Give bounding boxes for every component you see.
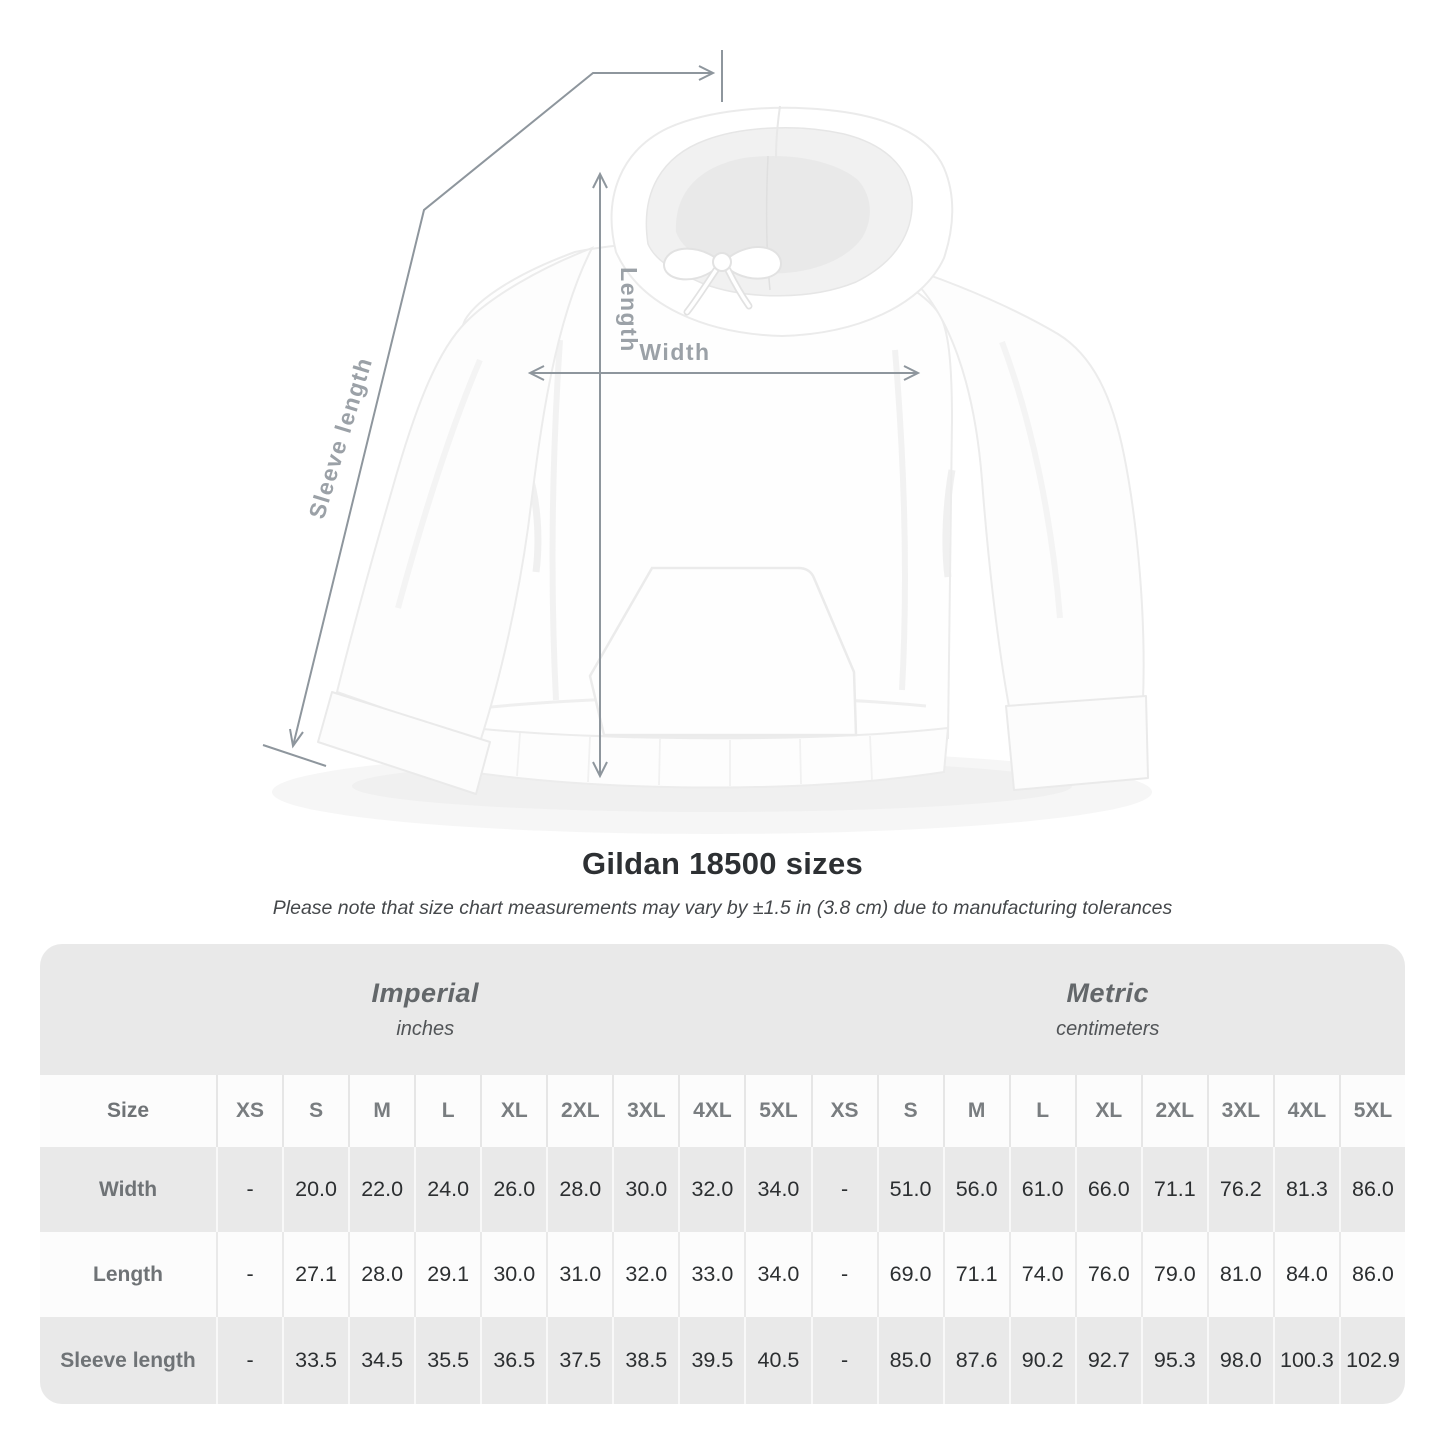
value-cell-imperial: 22.0: [348, 1147, 414, 1232]
value-cell-imperial: -: [216, 1317, 282, 1404]
value-cell-imperial: 33.0: [678, 1232, 744, 1317]
value-cell-imperial: 24.0: [414, 1147, 480, 1232]
value-cell-metric: 56.0: [943, 1147, 1009, 1232]
size-column-header-metric-l: L: [1009, 1075, 1075, 1147]
width-label: Width: [639, 339, 711, 365]
value-cell-imperial: 39.5: [678, 1317, 744, 1404]
value-cell-imperial: 35.5: [414, 1317, 480, 1404]
value-cell-imperial: 32.0: [678, 1147, 744, 1232]
value-cell-metric: 98.0: [1207, 1317, 1273, 1404]
value-cell-metric: 85.0: [877, 1317, 943, 1404]
value-cell-imperial: 38.5: [612, 1317, 678, 1404]
value-cell-metric: 86.0: [1339, 1232, 1405, 1317]
value-cell-metric: 79.0: [1141, 1232, 1207, 1317]
imperial-title: Imperial: [371, 978, 480, 1008]
value-cell-imperial: 34.5: [348, 1317, 414, 1404]
value-cell-imperial: 28.0: [348, 1232, 414, 1317]
size-table: [40, 944, 1405, 1404]
value-cell-metric: 76.2: [1207, 1147, 1273, 1232]
metric-title: Metric: [1066, 978, 1150, 1008]
size-column-header-metric-m: M: [943, 1075, 1009, 1147]
length-label: Length: [616, 267, 642, 353]
size-column-header-imperial-xl: XL: [480, 1075, 546, 1147]
value-cell-metric: 81.3: [1273, 1147, 1339, 1232]
value-cell-imperial: 36.5: [480, 1317, 546, 1404]
size-column-header-metric-s: S: [877, 1075, 943, 1147]
value-cell-imperial: 32.0: [612, 1232, 678, 1317]
imperial-section-header: [40, 944, 811, 1075]
hoodie-right-cuff: [1006, 696, 1148, 790]
size-corner-header: Size: [40, 1075, 216, 1147]
sleeve-length-label: Sleeve length: [303, 353, 378, 522]
value-cell-imperial: -: [216, 1147, 282, 1232]
size-column-header-metric-4xl: 4XL: [1273, 1075, 1339, 1147]
row-label: Sleeve length: [40, 1317, 216, 1404]
value-cell-metric: -: [811, 1147, 877, 1232]
metric-unit: centimeters: [1056, 1018, 1160, 1040]
size-column-header-metric-xl: XL: [1075, 1075, 1141, 1147]
value-cell-imperial: 26.0: [480, 1147, 546, 1232]
value-cell-imperial: 34.0: [744, 1232, 810, 1317]
value-cell-metric: 71.1: [943, 1232, 1009, 1317]
value-cell-metric: 84.0: [1273, 1232, 1339, 1317]
value-cell-metric: -: [811, 1232, 877, 1317]
size-column-header-metric-2xl: 2XL: [1141, 1075, 1207, 1147]
value-cell-imperial: 31.0: [546, 1232, 612, 1317]
value-cell-imperial: 33.5: [282, 1317, 348, 1404]
value-cell-imperial: 20.0: [282, 1147, 348, 1232]
value-cell-imperial: -: [216, 1232, 282, 1317]
value-cell-metric: 61.0: [1009, 1147, 1075, 1232]
imperial-unit: inches: [396, 1018, 455, 1040]
page-title: Gildan 18500 sizes: [581, 846, 864, 881]
value-cell-metric: 51.0: [877, 1147, 943, 1232]
size-column-header-imperial-s: S: [282, 1075, 348, 1147]
value-cell-metric: 81.0: [1207, 1232, 1273, 1317]
value-cell-metric: 100.3: [1273, 1317, 1339, 1404]
size-column-header-imperial-3xl: 3XL: [612, 1075, 678, 1147]
size-column-header-imperial-m: M: [348, 1075, 414, 1147]
value-cell-imperial: 29.1: [414, 1232, 480, 1317]
value-cell-metric: 69.0: [877, 1232, 943, 1317]
value-cell-imperial: 40.5: [744, 1317, 810, 1404]
size-column-header-imperial-5xl: 5XL: [744, 1075, 810, 1147]
size-column-header-metric-3xl: 3XL: [1207, 1075, 1273, 1147]
size-column-header-imperial-l: L: [414, 1075, 480, 1147]
value-cell-metric: 76.0: [1075, 1232, 1141, 1317]
tolerance-note: Please note that size chart measurements may vary by ±1.5 in (3.8 cm) due to manufacturing tolerances: [272, 897, 1173, 919]
value-cell-imperial: 30.0: [612, 1147, 678, 1232]
size-column-header-metric-xs: XS: [811, 1075, 877, 1147]
value-cell-metric: 87.6: [943, 1317, 1009, 1404]
value-cell-metric: 92.7: [1075, 1317, 1141, 1404]
value-cell-imperial: 34.0: [744, 1147, 810, 1232]
hoodie-illustration: [272, 106, 1152, 834]
size-column-header-metric-5xl: 5XL: [1339, 1075, 1405, 1147]
value-cell-metric: 66.0: [1075, 1147, 1141, 1232]
value-cell-metric: 102.9: [1339, 1317, 1405, 1404]
size-column-header-imperial-xs: XS: [216, 1075, 282, 1147]
size-column-header-imperial-4xl: 4XL: [678, 1075, 744, 1147]
value-cell-metric: 95.3: [1141, 1317, 1207, 1404]
value-cell-metric: 71.1: [1141, 1147, 1207, 1232]
row-label: Length: [40, 1232, 216, 1317]
value-cell-imperial: 27.1: [282, 1232, 348, 1317]
value-cell-imperial: 37.5: [546, 1317, 612, 1404]
value-cell-metric: -: [811, 1317, 877, 1404]
value-cell-metric: 86.0: [1339, 1147, 1405, 1232]
metric-section-header: [811, 944, 1406, 1075]
value-cell-metric: 74.0: [1009, 1232, 1075, 1317]
size-column-header-imperial-2xl: 2XL: [546, 1075, 612, 1147]
value-cell-imperial: 28.0: [546, 1147, 612, 1232]
row-label: Width: [40, 1147, 216, 1232]
value-cell-metric: 90.2: [1009, 1317, 1075, 1404]
value-cell-imperial: 30.0: [480, 1232, 546, 1317]
